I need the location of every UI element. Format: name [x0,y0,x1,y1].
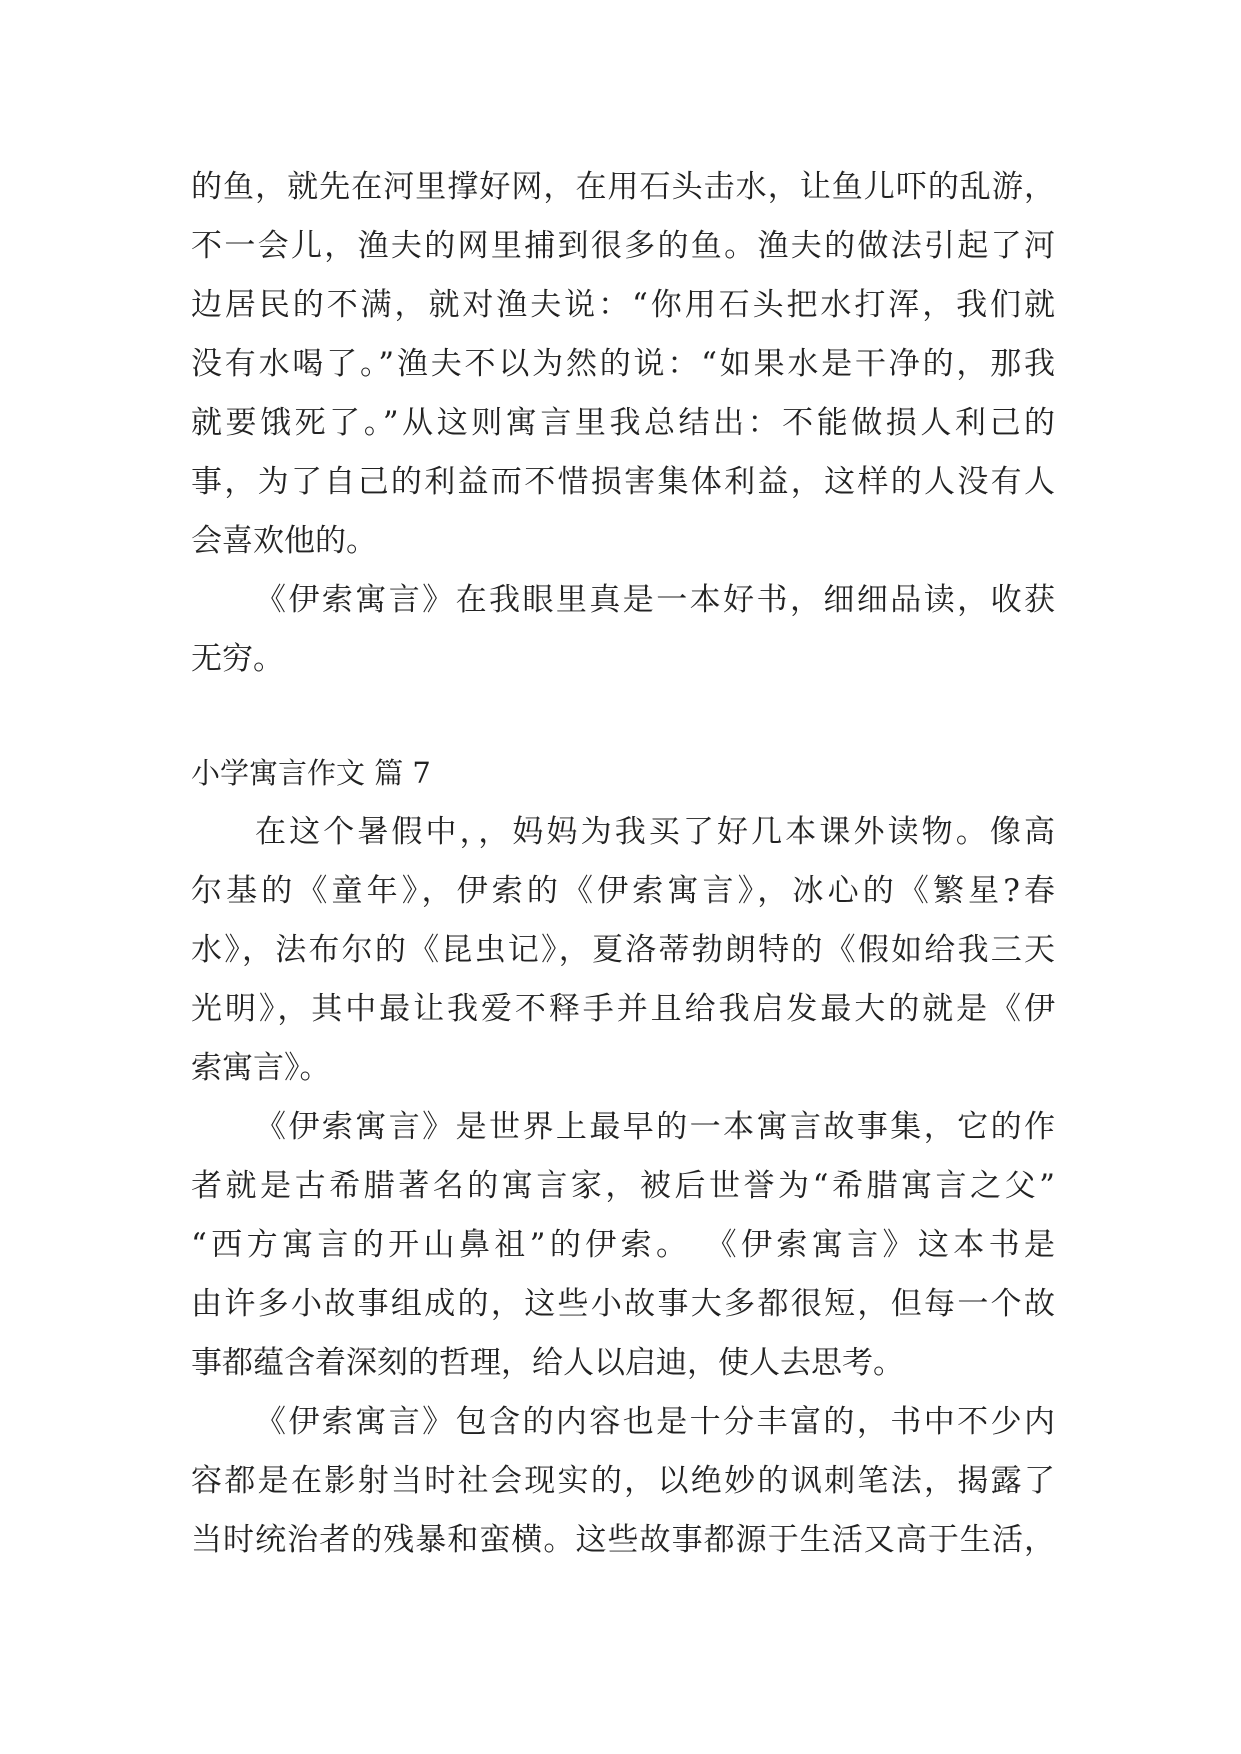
document-body [191,158,1055,1570]
text-line: “西方寓言的开山鼻祖”的伊索。 《伊索寓言》这本书是 [191,1227,1055,1263]
paragraph-continuation [191,158,1055,571]
paragraph [191,803,1055,1098]
text-line: 尔基的《童年》，伊索的《伊索寓言》，冰心的《繁星?春 [191,873,1055,909]
text-line: 水》，法布尔的《昆虫记》，夏洛蒂勃朗特的《假如给我三天 [191,932,1055,968]
text-line: 就要饿死了。”从这则寓言里我总结出：不能做损人利己的 [191,405,1055,441]
text-line: 索寓言》。 [191,1050,331,1086]
text-line: 无穷。 [191,641,284,677]
blank-space [191,689,1055,744]
text-line: 不一会儿，渔夫的网里捕到很多的鱼。渔夫的做法引起了河 [191,228,1055,264]
text-line: 当时统治者的残暴和蛮横。这些故事都源于生活又高于生活， [191,1522,1055,1558]
text-line: 边居民的不满，就对渔夫说：“你用石头把水打浑，我们就 [191,287,1055,323]
paragraph [191,571,1055,689]
paragraph [191,1098,1055,1393]
text-line: 容都是在影射当时社会现实的，以绝妙的讽刺笔法，揭露了 [191,1463,1055,1499]
text-line: 在这个暑假中，，妈妈为我买了好几本课外读物。像高 [255,814,1055,850]
text-line: 事都蕴含着深刻的哲理，给人以启迪，使人去思考。 [191,1345,904,1381]
text-line: 的鱼，就先在河里撑好网，在用石头击水，让鱼儿吓的乱游， [191,169,1055,205]
text-line: 由许多小故事组成的，这些小故事大多都很短，但每一个故 [191,1286,1055,1322]
text-line: 事，为了自己的利益而不惜损害集体利益，这样的人没有人 [191,464,1055,500]
text-line: 光明》，其中最让我爱不释手并且给我启发最大的就是《伊 [191,991,1055,1027]
section-heading: 小学寓言作文 篇 7 [191,756,431,790]
text-line: 者就是古希腊著名的寓言家，被后世誉为“希腊寓言之父” [191,1168,1055,1204]
text-line: 《伊索寓言》是世界上最早的一本寓言故事集，它的作 [255,1109,1055,1145]
paragraph [191,1393,1055,1570]
text-line: 《伊索寓言》包含的内容也是十分丰富的，书中不少内 [255,1404,1055,1440]
text-line: 《伊索寓言》在我眼里真是一本好书，细细品读，收获 [255,582,1055,618]
text-line: 没有水喝了。”渔夫不以为然的说：“如果水是干净的，那我 [191,346,1055,382]
text-line: 会喜欢他的。 [191,523,377,559]
